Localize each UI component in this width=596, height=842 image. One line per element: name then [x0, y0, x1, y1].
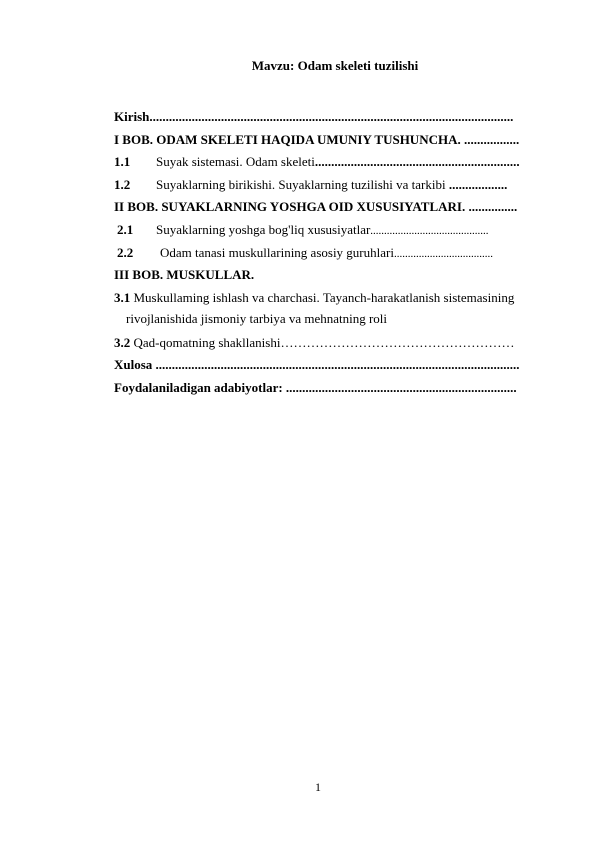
toc-label-line-2: rivojlanishida jismoniy tarbiya va mehnatning roli	[126, 310, 388, 326]
toc-section-number: 1.2	[114, 176, 131, 192]
toc-label: Qad-qomatning shakllanishi	[133, 334, 281, 350]
toc-section-number: 3.2	[114, 334, 131, 350]
toc-label: Suyak sistemasi. Odam skeleti	[156, 154, 315, 170]
toc-leader-dots: ................................................................................................................	[149, 109, 514, 124]
toc-section-number: 3.1	[114, 289, 131, 305]
toc-entry-3-1[interactable]	[114, 287, 552, 329]
toc-leader-dots: ..................	[445, 176, 508, 192]
toc-leader-dots: .................	[460, 131, 520, 147]
toc-entry-1-1[interactable]	[114, 151, 552, 174]
toc-entry-bob1[interactable]	[114, 129, 552, 152]
toc-entry-3-2[interactable]	[114, 332, 552, 355]
toc-leader-dots: ...............	[465, 199, 518, 215]
table-of-contents	[114, 106, 552, 400]
toc-label: Kirish	[114, 109, 150, 124]
toc-leader-dots: ………………………………………………	[280, 334, 515, 350]
toc-label: Odam tanasi muskullarining asosiy guruhlari	[160, 244, 394, 260]
toc-section-number: 2.2	[117, 244, 134, 260]
toc-label: Suyaklarning birikishi. Suyaklarning tuzilishi va tarkibi	[156, 176, 446, 192]
toc-leader-dots: ................................................................................................................	[152, 357, 520, 373]
toc-entry-2-2[interactable]	[114, 242, 552, 265]
toc-label: Suyaklarning yoshga bog'liq xususiyatlar	[156, 221, 371, 237]
toc-label-line-1: Muskullaming ishlash va charchasi. Tayanch-harakatlanish sistemasining	[133, 289, 515, 305]
toc-leader-dots: ...........................................	[370, 224, 489, 237]
page-number: 1	[315, 780, 321, 794]
toc-label: I BOB. ODAM SKELETI HAQIDA UMUNIY TUSHUNCHA.	[114, 131, 461, 147]
toc-label: II BOB. SUYAKLARNING YOSHGA OID XUSUSIYATLARI.	[114, 199, 466, 215]
toc-label: III BOB. MUSKULLAR.	[114, 267, 255, 283]
toc-section-number: 1.1	[114, 154, 131, 170]
toc-section-number: 2.1	[117, 221, 134, 237]
toc-leader-dots: ....................................	[393, 247, 493, 260]
toc-label: Xulosa	[114, 357, 153, 373]
toc-entry-kirish[interactable]	[114, 106, 552, 129]
toc-entry-bob3[interactable]	[114, 264, 552, 287]
toc-entry-2-1[interactable]	[114, 219, 552, 242]
toc-label: Foydalaniladigan adabiyotlar:	[114, 379, 283, 395]
toc-entry-bob2[interactable]	[114, 196, 552, 219]
toc-entry-foydalanilgan[interactable]	[114, 377, 552, 400]
toc-leader-dots: ...............................................................	[314, 154, 520, 170]
toc-entry-1-2[interactable]	[114, 174, 552, 197]
toc-leader-dots: .......................................................................	[282, 379, 517, 395]
page-title: Mavzu: Odam skeleti tuzilishi	[251, 58, 419, 73]
toc-entry-xulosa[interactable]	[114, 354, 552, 377]
